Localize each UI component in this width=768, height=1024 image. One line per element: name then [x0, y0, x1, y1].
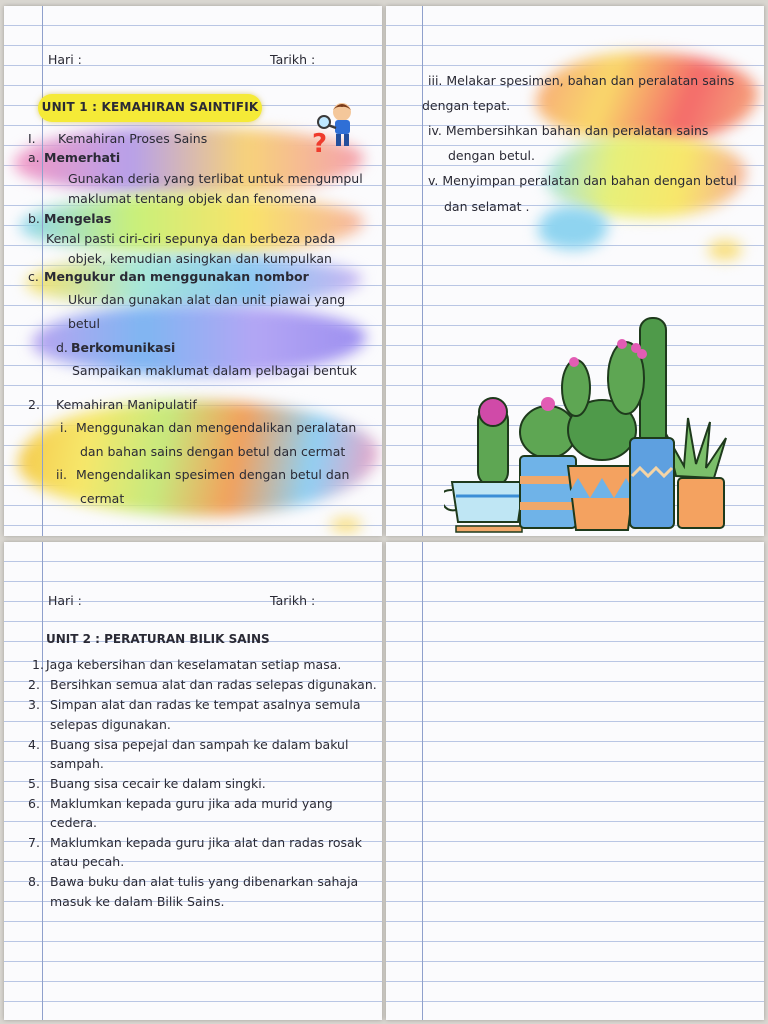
section-1-number: I.: [28, 131, 36, 146]
rule-4-line-1: Buang sisa pepejal dan sampah ke dalam bakul: [50, 737, 349, 752]
section-1-heading: Kemahiran Proses Sains: [58, 131, 208, 146]
rule-8-number: 8.: [28, 874, 40, 889]
hari-label: Hari :: [48, 593, 82, 608]
cactus-pots-icon: [444, 306, 744, 534]
item-a-letter: a.: [28, 150, 40, 165]
tarikh-label: Tarikh :: [270, 593, 316, 608]
margin-line: [42, 6, 43, 536]
hari-label: Hari :: [48, 52, 82, 67]
subitem-ii-line-1: Mengendalikan spesimen dengan betul dan: [76, 467, 350, 482]
rule-4-number: 4.: [28, 737, 40, 752]
step-iii-line-2: dengan tepat.: [422, 98, 511, 113]
subitem-i-line-2: dan bahan sains dengan betul dan cermat: [80, 444, 346, 459]
item-a-line-1: Gunakan deria yang terlibat untuk mengumpul: [68, 171, 363, 186]
item-a-title: Memerhati: [44, 150, 121, 165]
rule-7-number: 7.: [28, 835, 40, 850]
item-b-title: Mengelas: [44, 211, 112, 226]
rule-2-number: 2.: [28, 677, 40, 692]
rule-3-number: 3.: [28, 697, 40, 712]
rule-6-line-1: Maklumkan kepada guru jika ada murid yang: [50, 796, 333, 811]
item-d-line-1: Sampaikan maklumat dalam pelbagai bentuk: [72, 363, 357, 378]
margin-line: [42, 542, 43, 1020]
notebook-page-blank: [386, 542, 764, 1020]
rule-2-line-1: Bersihkan semua alat dan radas selepas digunakan.: [50, 677, 377, 692]
item-c-title: Mengukur dan menggunakan nombor: [44, 269, 309, 284]
rule-6-number: 6.: [28, 796, 40, 811]
subitem-i-number: i.: [60, 420, 68, 435]
item-a-line-2: maklumat tentang objek dan fenomena: [68, 191, 317, 206]
margin-line: [422, 6, 423, 536]
section-2-heading: Kemahiran Manipulatif: [56, 397, 197, 412]
rule-7-line-2: atau pecah.: [50, 854, 125, 869]
subitem-i-line-1: Menggunakan dan mengendalikan peralatan: [76, 420, 357, 435]
unit-title-banner: [38, 94, 262, 122]
item-b-line-2: objek, kemudian asingkan dan kumpulkan: [68, 251, 332, 266]
tarikh-label: Tarikh :: [270, 52, 316, 67]
boy-magnifier-icon: [312, 100, 364, 158]
subitem-ii-line-2: cermat: [80, 491, 125, 506]
notebook-page-continued: [386, 6, 764, 536]
rule-6-line-2: cedera.: [50, 815, 97, 830]
unit-title: UNIT 1 : KEMAHIRAN SAINTIFIK: [41, 100, 259, 114]
rule-3-line-2: selepas digunakan.: [50, 717, 171, 732]
watercolor-dot: [330, 518, 362, 532]
step-iii-line-1: iii. Melakar spesimen, bahan dan peralatan sains: [428, 73, 735, 88]
item-b-letter: b.: [28, 211, 40, 226]
item-d-letter: d.: [56, 340, 68, 355]
item-c-letter: c.: [28, 269, 39, 284]
watercolor-blob: [538, 206, 608, 250]
rule-8-line-2: masuk ke dalam Bilik Sains.: [50, 894, 225, 909]
rule-5-line-1: Buang sisa cecair ke dalam singki.: [50, 776, 266, 791]
item-c-line-1: Ukur dan gunakan alat dan unit piawai yang: [68, 292, 346, 307]
step-v-line-2: dan selamat .: [444, 199, 530, 214]
rule-1-line-1: Jaga kebersihan dan keselamatan setiap masa.: [46, 657, 342, 672]
item-d-title: Berkomunikasi: [71, 340, 176, 355]
rule-1-number: 1.: [32, 657, 44, 672]
subitem-ii-number: ii.: [56, 467, 67, 482]
step-iv-line-1: iv. Membersihkan bahan dan peralatan sains: [428, 123, 709, 138]
unit-title: UNIT 2 : PERATURAN BILIK SAINS: [46, 632, 270, 646]
rule-8-line-1: Bawa buku dan alat tulis yang dibenarkan sahaja: [50, 874, 359, 889]
rule-5-number: 5.: [28, 776, 40, 791]
step-v-line-1: v. Menyimpan peralatan dan bahan dengan betul: [428, 173, 737, 188]
rule-4-line-2: sampah.: [50, 756, 104, 771]
margin-line: [422, 542, 423, 1020]
section-2-number: 2.: [28, 397, 40, 412]
rule-7-line-1: Maklumkan kepada guru jika alat dan radas rosak: [50, 835, 362, 850]
item-c-line-2: betul: [68, 316, 100, 331]
svg-text:?: ?: [312, 129, 328, 158]
notebook-page-unit-1: [4, 6, 382, 536]
watercolor-dot: [708, 240, 742, 260]
rule-3-line-1: Simpan alat dan radas ke tempat asalnya semula: [50, 697, 361, 712]
notebook-page-unit-2: [4, 542, 382, 1020]
item-b-line-1: Kenal pasti ciri-ciri sepunya dan berbeza pada: [46, 231, 336, 246]
step-iv-line-2: dengan betul.: [448, 148, 535, 163]
